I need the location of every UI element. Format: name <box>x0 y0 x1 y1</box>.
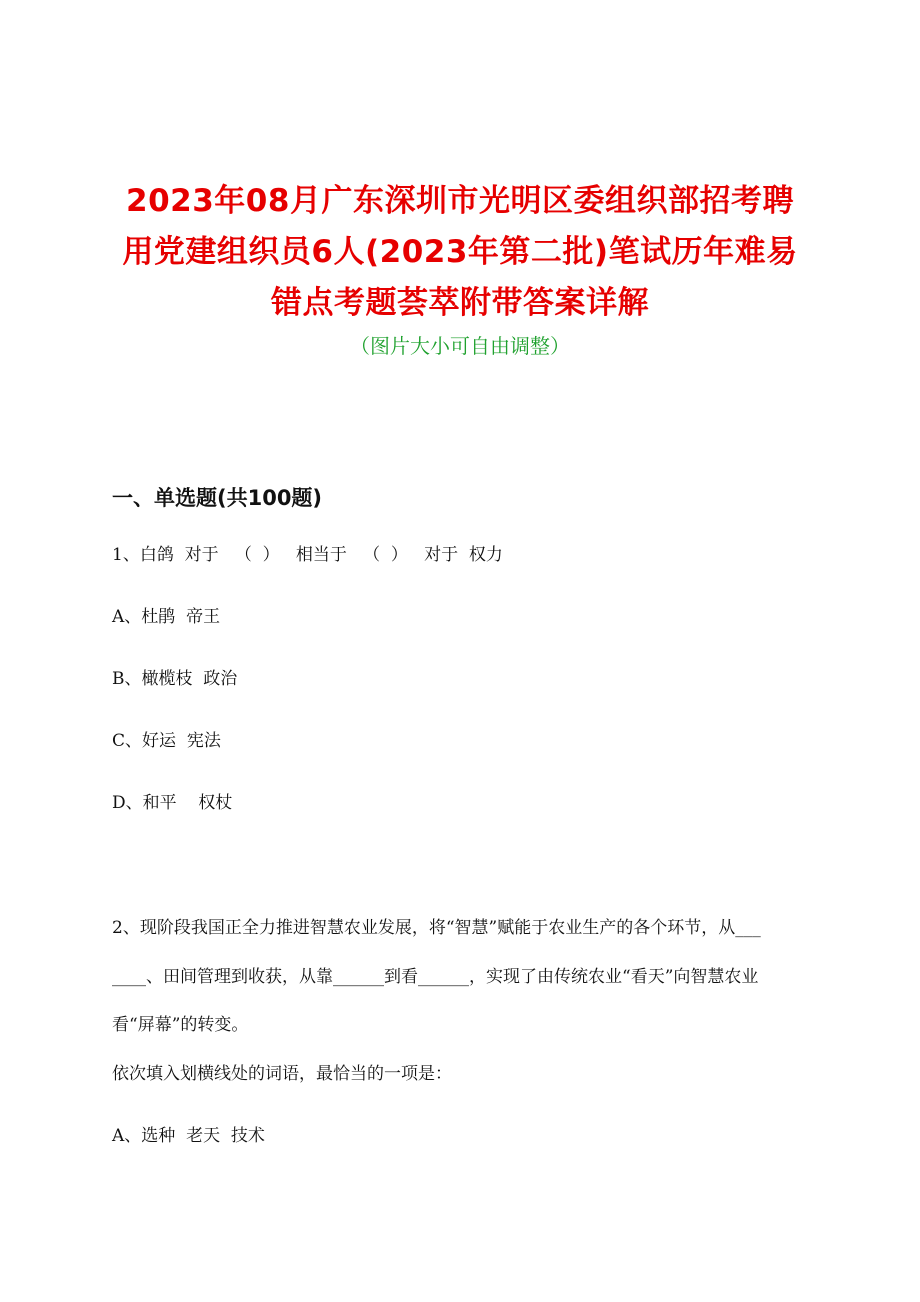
document-subtitle: （图片大小可自由调整） <box>350 334 570 358</box>
question-2-instruction: 依次填入划横线处的词语，最恰当的一项是： <box>112 1064 452 1084</box>
question-1-option-c: C、好运 宪法 <box>112 731 221 751</box>
question-2-stem-line-2: ____、田间管理到收获，从靠______到看______，实现了由传统农业“看天”向智慧农业 <box>112 967 759 987</box>
question-2-option-a: A、选种 老天 技术 <box>112 1126 265 1146</box>
document-title <box>60 176 860 329</box>
section-heading: 一、单选题(共100题) <box>112 486 323 510</box>
question-1-stem: 1、白鸽 对于 （ ） 相当于 （ ） 对于 权力 <box>112 545 503 565</box>
title-line-3: 错点考题荟萃附带答案详解 <box>271 285 649 321</box>
question-2-stem-line-1: 2、现阶段我国正全力推进智慧农业发展，将“智慧”赋能于农业生产的各个环节，从___ <box>112 918 761 938</box>
question-1-option-d: D、和平 权杖 <box>112 793 233 813</box>
question-1-option-a: A、杜鹃 帝王 <box>112 607 221 627</box>
question-1-option-b: B、橄榄枝 政治 <box>112 669 238 689</box>
title-line-1: 2023年08月广东深圳市光明区委组织部招考聘 <box>126 183 794 219</box>
question-2-stem-line-3: 看“屏幕”的转变。 <box>112 1015 249 1035</box>
title-line-2: 用党建组织员6人(2023年第二批)笔试历年难易 <box>122 234 798 270</box>
